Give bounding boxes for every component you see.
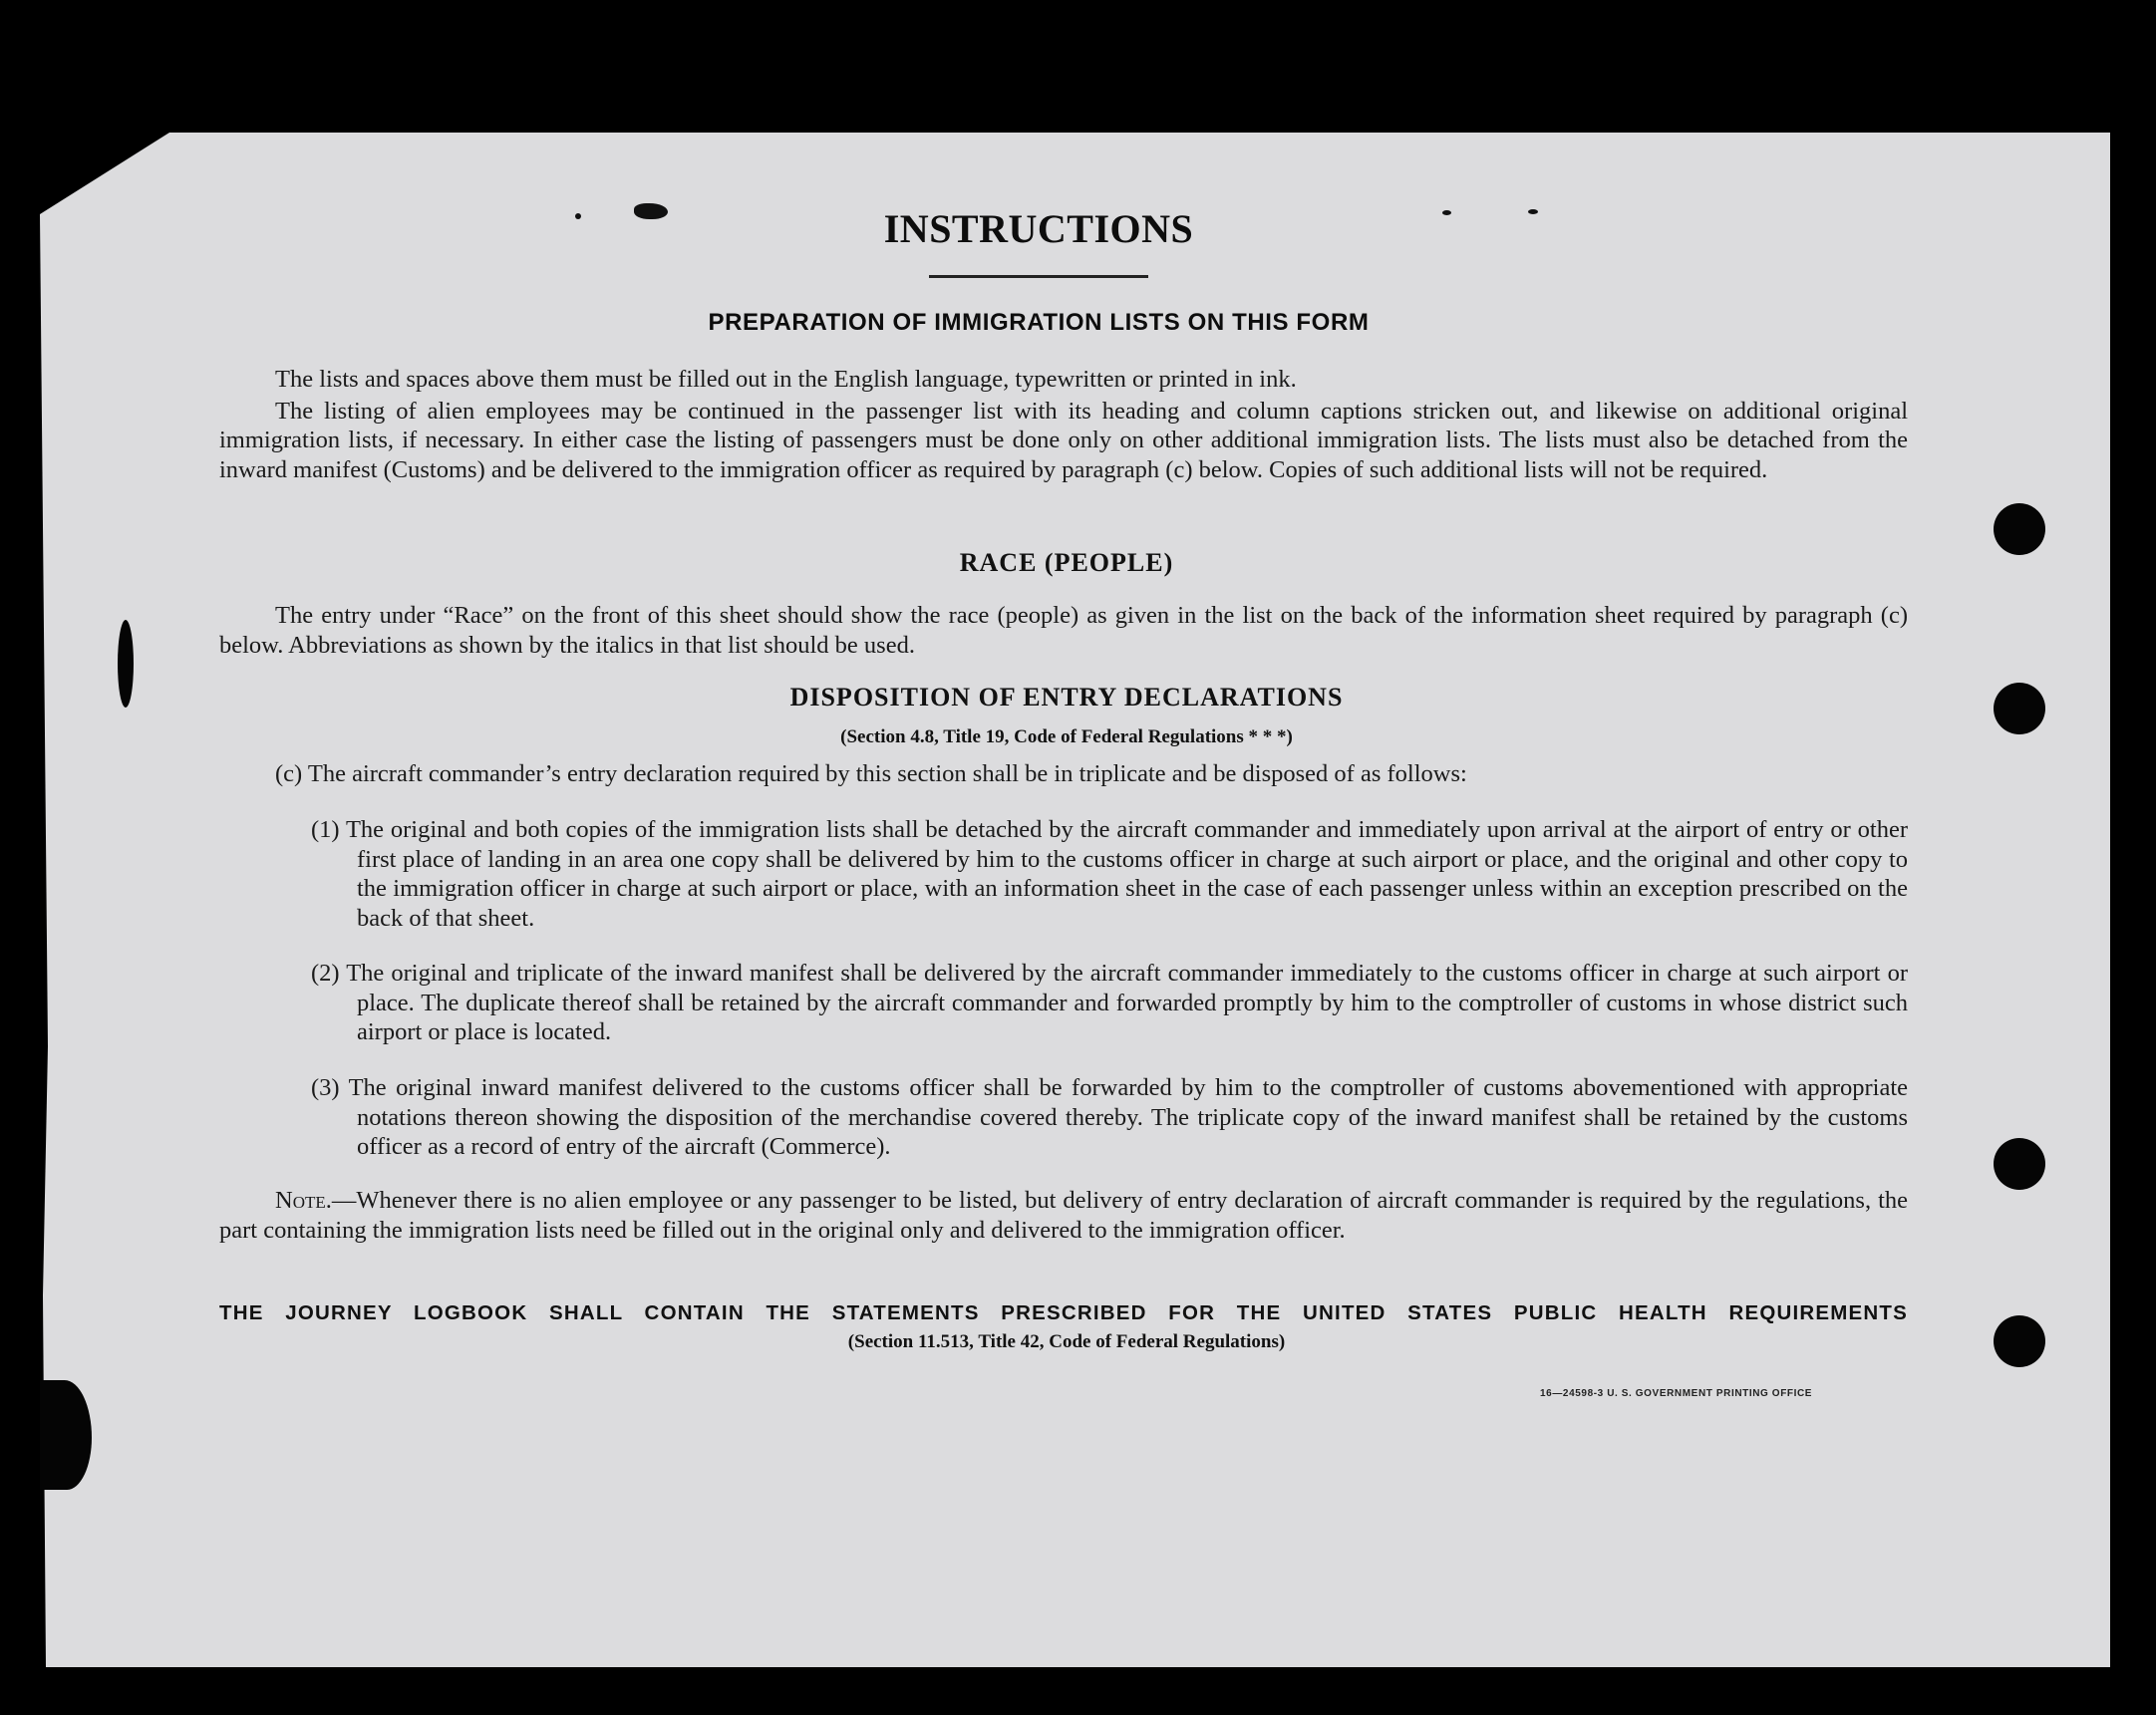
note-body: —Whenever there is no alien employee or any passenger to be listed, but delivery of entry declaration of aircraft commander is required by the regulations, the part containing the immigration lists need be filled out in the original only and delivered to the immigration officer. (219, 1187, 1908, 1244)
page-title: INSTRUCTIONS (883, 206, 1194, 251)
left-edge-tear (40, 1380, 92, 1490)
note-label: Note. (275, 1187, 332, 1214)
ink-speck (1528, 209, 1538, 214)
disposition-intro (275, 759, 1910, 789)
punch-hole-4 (1994, 1315, 2045, 1367)
preparation-para-2: The listing of alien employees may be continued in the passenger list with its heading and column captions stricken out, and likewise on additional original immigration lists, if necessary. In either case the listing of passengers must be done only on other additional immigration lists. The lists must also be detached from the inward manifest (Customs) and be delivered to the immigration officer as required by paragraph (c) below. Copies of such additional lists will not be required. (219, 397, 1908, 483)
printing-office-mark: 16—24598-3 U. S. GOVERNMENT PRINTING OFFICE (1540, 1388, 1813, 1399)
punch-hole-1 (1994, 503, 2045, 555)
disposition-item-1: (1) The original and both copies of the immigration lists shall be detached by the aircraft commander and immediately upon arrival at the airport of entry or other first place of landing in an area one copy shall be delivered by him to the customs officer in charge at such airport or place, and the original and other copy to the immigration officer in charge at such airport or place, with an information sheet in the case of each passenger unless within an exception prescribed on the back of that sheet. (311, 816, 1908, 932)
preparation-para-1: The lists and spaces above them must be filled out in the English language, typewritten or printed in ink. (275, 366, 1297, 393)
race-para: The entry under “Race” on the front of this sheet should show the race (people) as given in the list on the back of the information sheet required by paragraph (c) below. Abbreviations as shown by the italics in that list should be used. (219, 602, 1908, 659)
disposition-item-2: (2) The original and triplicate of the inward manifest shall be delivered by the aircraft commander immediately to the customs officer in charge at such airport or place. The duplicate thereof shall be retained by the aircraft commander and forwarded promptly by him to the comptroller of customs in whose district such airport or place is located. (311, 960, 1908, 1045)
ink-speck (634, 203, 668, 219)
health-citation: (Section 11.513, Title 42, Code of Federal Regulations) (847, 1331, 1286, 1352)
preparation-paragraphs (219, 365, 1908, 484)
race-heading: RACE (PEOPLE) (959, 548, 1174, 577)
left-edge-nick (118, 620, 134, 708)
note-text (219, 1186, 1908, 1245)
note-paragraph (219, 1186, 1908, 1245)
ink-speck (575, 213, 581, 219)
punch-hole-3 (1994, 1138, 2045, 1190)
disposition-heading: DISPOSITION OF ENTRY DECLARATIONS (789, 683, 1344, 712)
preparation-heading: PREPARATION OF IMMIGRATION LISTS ON THIS FORM (708, 309, 1370, 336)
disposition-intro-text: (c) The aircraft commander’s entry declaration required by this section shall be in triplicate and be disposed of as follows: (275, 760, 1467, 787)
disposition-item-3: (3) The original inward manifest delivered to the customs officer shall be forwarded by him to the comptroller of customs abovementioned with appropriate notations thereon showing the disposition of the merchandise covered thereby. The triplicate copy of the inward manifest shall be retained by the customs officer as a record of entry of the aircraft (Commerce). (311, 1074, 1908, 1160)
punch-hole-2 (1994, 683, 2045, 734)
race-paragraph (219, 601, 1908, 660)
ink-speck (1442, 210, 1451, 215)
disposition-citation: (Section 4.8, Title 19, Code of Federal Regulations * * *) (840, 726, 1293, 747)
health-requirements-line: THE JOURNEY LOGBOOK SHALL CONTAIN THE STATEMENTS PRESCRIBED FOR THE UNITED STATES PUBLIC HEALTH REQUIREMENTS (219, 1301, 1908, 1324)
title-rule (929, 275, 1148, 278)
